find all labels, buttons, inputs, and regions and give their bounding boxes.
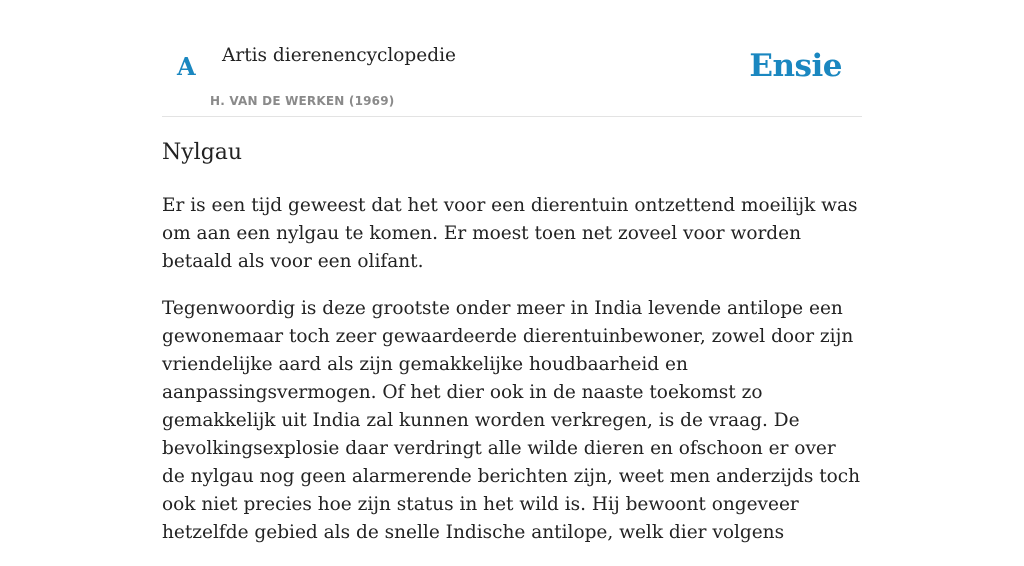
paragraph: Er is een tijd geweest dat het voor een dierentuin ontzettend moeilijk was om aan een nylgau te komen. Er moest toen net zoveel voor worden betaald als voor een olifant. <box>162 195 858 272</box>
header <box>162 0 862 117</box>
ensie-logo[interactable]: Ensie <box>749 48 842 84</box>
entry-body <box>162 192 862 566</box>
entry-title: Nylgau <box>162 140 243 165</box>
book-title[interactable]: Artis dierenencyclopedie <box>222 45 456 66</box>
artis-logo[interactable]: A <box>177 52 196 81</box>
author-year: H. VAN DE WERKEN (1969) <box>210 94 395 108</box>
page <box>162 0 862 543</box>
paragraph: Tegenwoordig is deze grootste onder meer in India levende antilope een gewonemaar toch zeer gewaardeerde dierentuinbewoner, zowel door zijn vriendelijke aard als zijn gemakkelijke houdbaarheid en aanpassingsvermogen. Of het dier ook in de naaste toekomst zo gemakkelijk uit India zal kunnen worden verkregen, is de vraag. De bevolkingsexplosie daar verdringt alle wilde dieren en ofschoon er over de nylgau nog geen alarmerende berichten zijn, weet men anderzijds toch ook niet precies hoe zijn status in het wild is. Hij bewoont ongeveer hetzelfde gebied als de snelle Indische antilope, welk dier volgens <box>162 298 861 543</box>
